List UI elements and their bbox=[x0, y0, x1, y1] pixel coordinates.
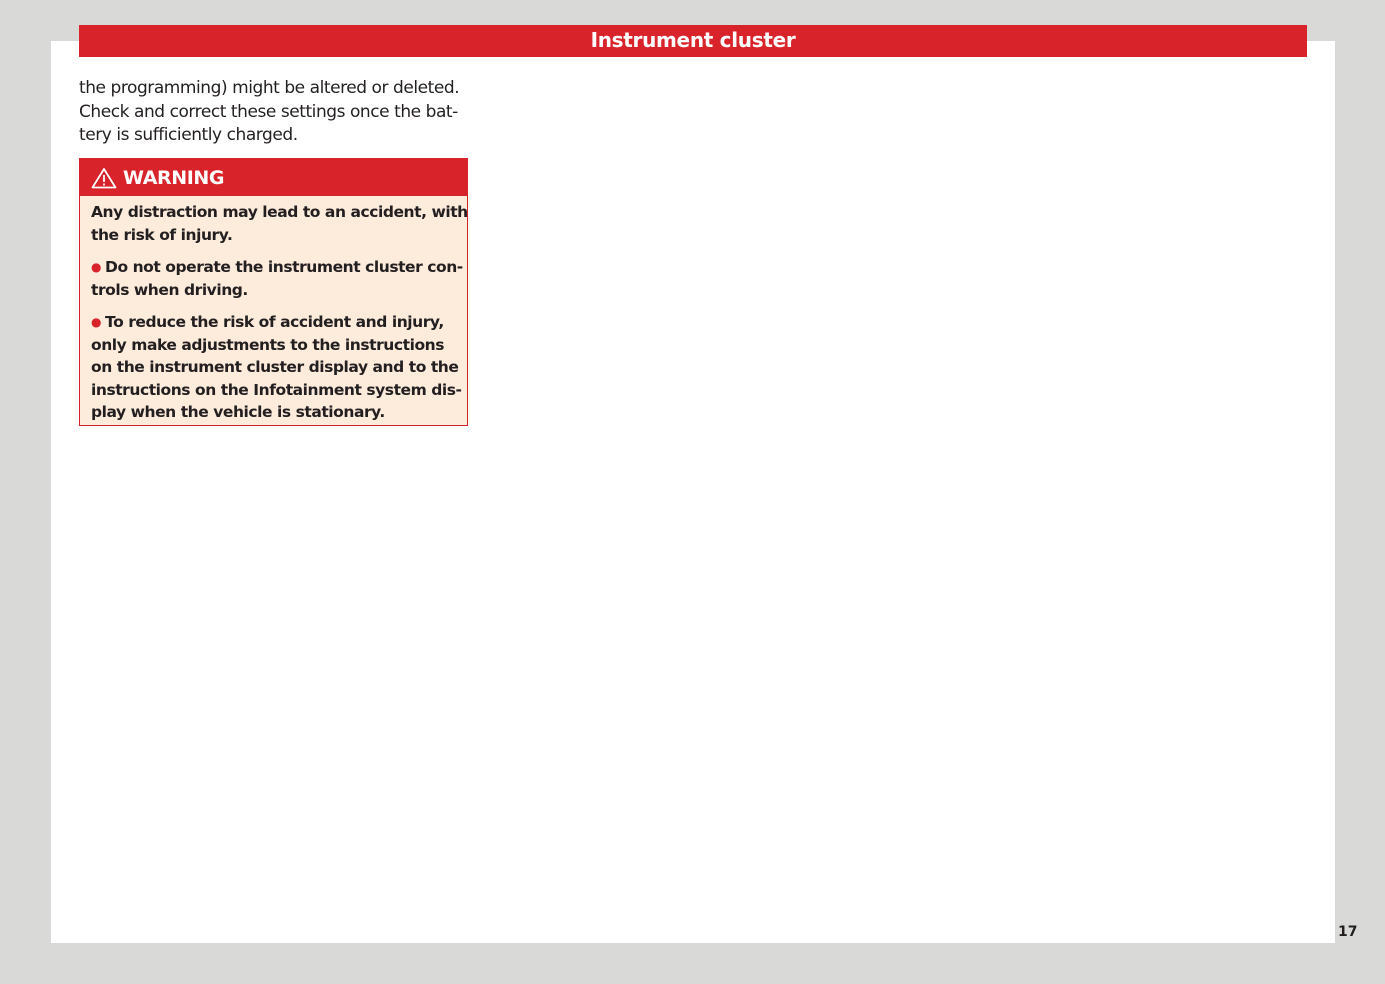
section-header bbox=[79, 25, 1307, 57]
warning-bullet-item bbox=[91, 256, 463, 301]
warning-bullet-line bbox=[91, 256, 463, 279]
warning-bullet-text: To reduce the risk of accident and injury, bbox=[105, 313, 444, 331]
warning-body bbox=[80, 196, 467, 424]
warning-intro-line: Any distraction may lead to an accident, with bbox=[91, 203, 468, 221]
section-title: Instrument cluster bbox=[590, 28, 796, 52]
warning-bullet-line bbox=[91, 311, 456, 334]
warning-intro-line: the risk of injury. bbox=[91, 225, 233, 244]
warning-bullet-item bbox=[91, 311, 462, 424]
warning-triangle-icon bbox=[91, 167, 117, 189]
warning-bullet-line: play when the vehicle is stationary. bbox=[91, 403, 385, 421]
intro-line: tery is sufficiently charged. bbox=[79, 125, 298, 145]
intro-line: Check and correct these settings once the bat- bbox=[79, 101, 458, 122]
warning-bullet-line: trols when driving. bbox=[91, 280, 248, 299]
warning-intro bbox=[91, 201, 468, 246]
warning-header bbox=[80, 159, 467, 196]
warning-bullet-line: on the instrument cluster display and to the bbox=[91, 358, 459, 376]
warning-bullet-text: Do not operate the instrument cluster con- bbox=[105, 258, 463, 276]
bullet-dot-icon: ● bbox=[91, 315, 102, 329]
warning-box bbox=[79, 158, 468, 426]
intro-paragraph bbox=[79, 77, 479, 148]
warning-bullet-line: only make adjustments to the instructions bbox=[91, 335, 445, 354]
page-number: 17 bbox=[1338, 924, 1358, 940]
warning-bullet-line: instructions on the Infotainment system dis- bbox=[91, 380, 462, 399]
bullet-dot-icon: ● bbox=[91, 260, 102, 274]
intro-line: the programming) might be altered or deleted. bbox=[79, 78, 460, 98]
warning-title: WARNING bbox=[123, 166, 225, 189]
